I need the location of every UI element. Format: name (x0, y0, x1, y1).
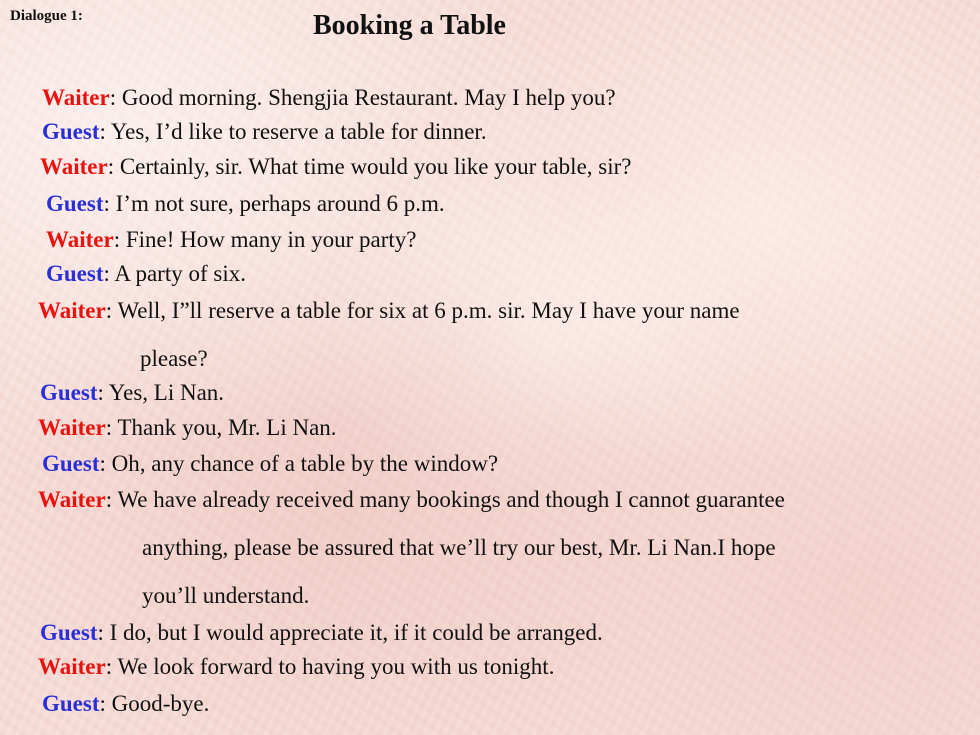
speaker-colon: : (107, 154, 120, 179)
speaker-colon: : (99, 119, 111, 144)
speaker-colon: : (97, 620, 110, 645)
dialogue-line-continuation (142, 582, 309, 610)
speaker-label: Waiter (46, 227, 114, 252)
speaker-colon: : (105, 415, 118, 440)
speaker-label: Waiter (42, 85, 110, 110)
line-text: I’m not sure, perhaps around 6 p.m. (115, 191, 445, 216)
speaker-label: Guest (42, 119, 100, 144)
dialogue-line (46, 260, 246, 288)
speaker-colon: : (99, 691, 112, 716)
speaker-label: Waiter (38, 298, 106, 323)
dialogue-line (38, 653, 554, 681)
dialogue-line (40, 619, 603, 647)
speaker-label: Guest (40, 620, 98, 645)
speaker-label: Waiter (38, 487, 106, 512)
speaker-label: Guest (40, 380, 98, 405)
line-text: I do, but I would appreciate it, if it could be arranged. (109, 620, 603, 645)
speaker-colon: : (103, 191, 116, 216)
line-text: please? (140, 346, 208, 371)
page-title: Booking a Table (313, 10, 506, 41)
line-text: Yes, Li Nan. (108, 380, 225, 405)
dialogue-line (46, 226, 416, 254)
speaker-colon: : (109, 85, 122, 110)
line-text: anything, please be assured that we’ll try our best, Mr. Li Nan.I hope (142, 535, 776, 560)
dialogue-line (38, 297, 740, 325)
speaker-label: Guest (46, 261, 104, 286)
dialogue-line-continuation (140, 345, 208, 373)
line-text: Certainly, sir. What time would you like your table, sir? (119, 154, 632, 179)
speaker-label: Guest (42, 691, 100, 716)
dialogue-line (46, 190, 445, 218)
line-text: Thank you, Mr. Li Nan. (117, 415, 337, 440)
dialogue-line (40, 379, 224, 407)
line-text: you’ll understand. (142, 583, 310, 608)
speaker-colon: : (105, 298, 118, 323)
speaker-label: Waiter (38, 415, 106, 440)
speaker-colon: : (97, 380, 109, 405)
speaker-label: Guest (42, 451, 100, 476)
speaker-label: Waiter (40, 154, 108, 179)
line-text: Good morning. Shengjia Restaurant. May I help you? (121, 85, 616, 110)
line-text: Well, I”ll reserve a table for six at 6 p.m. sir. May I have your name (117, 298, 740, 323)
speaker-label: Waiter (38, 654, 106, 679)
dialogue-line (42, 84, 616, 112)
line-text: We look forward to having you with us tonight. (117, 654, 555, 679)
line-text: We have already received many bookings and though I cannot guarantee (117, 487, 785, 512)
dialogue-line (42, 690, 209, 718)
dialogue-line (42, 118, 487, 146)
speaker-colon: : (105, 654, 118, 679)
dialogue-line-continuation (142, 534, 776, 562)
dialogue-line (38, 414, 337, 442)
speaker-colon: : (99, 451, 112, 476)
speaker-colon: : (105, 487, 118, 512)
speaker-label: Guest (46, 191, 104, 216)
line-text: Fine! How many in your party? (125, 227, 417, 252)
line-text: Oh, any chance of a table by the window? (111, 451, 499, 476)
line-text: Good-bye. (111, 691, 210, 716)
dialogue-line (40, 153, 632, 181)
speaker-colon: : (103, 261, 115, 286)
line-text: Yes, I’d like to reserve a table for dinner. (110, 119, 487, 144)
dialogue-label: Dialogue 1: (10, 8, 83, 24)
speaker-colon: : (113, 227, 126, 252)
dialogue-line (38, 486, 785, 514)
line-text: A party of six. (114, 261, 246, 286)
dialogue-line (42, 450, 498, 478)
